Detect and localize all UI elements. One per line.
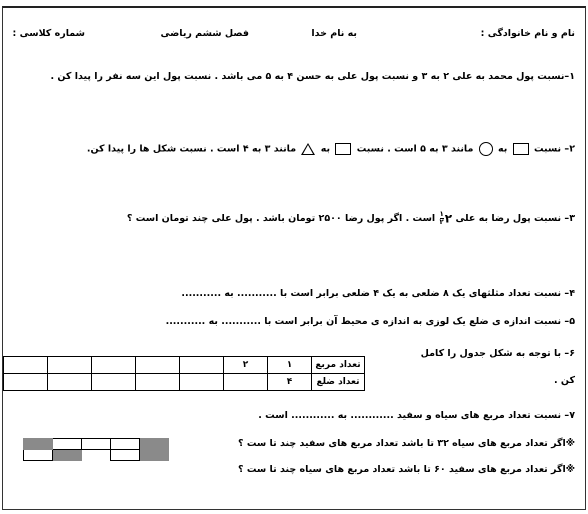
table-cell[interactable]: ۲ bbox=[224, 357, 268, 374]
pattern-square-white bbox=[24, 450, 53, 461]
question-7: ۷– نسبت تعداد مربع های سیاه و سفید ............ به ............ است . bbox=[258, 410, 575, 421]
table-cell[interactable] bbox=[4, 357, 48, 374]
question-3 bbox=[127, 211, 575, 226]
table-cell[interactable]: ۱ bbox=[268, 357, 312, 374]
q2-text-4: به bbox=[320, 143, 331, 155]
table-cell[interactable] bbox=[92, 374, 136, 391]
pattern-row-top bbox=[24, 439, 169, 450]
row-label-side-count: تعداد ضلع bbox=[312, 374, 365, 391]
pattern-square-black bbox=[24, 439, 53, 450]
title-in-name-of-god: به نام خدا bbox=[311, 28, 357, 39]
class-number-label: شماره کلاسی : bbox=[12, 28, 85, 39]
table-cell[interactable] bbox=[224, 374, 268, 391]
pattern-square-white bbox=[53, 439, 82, 450]
pattern-square-white bbox=[111, 450, 140, 461]
table-row bbox=[4, 374, 365, 391]
question-7a: ※اگر تعداد مربع های سیاه ۳۲ تا باشد تعداد مربع های سفید چند تا ست ؟ bbox=[238, 438, 575, 449]
table-cell[interactable] bbox=[180, 374, 224, 391]
q3-text-2: است . اگر پول رضا ۲۵۰۰ تومان باشد . پول علی چند تومان است ؟ bbox=[126, 213, 436, 224]
question-6-line-1: ۶– با توجه به شکل جدول را کامل bbox=[420, 348, 575, 359]
square-pattern bbox=[23, 438, 169, 461]
question-4: ۴– نسبت تعداد مثلثهای یک ۸ ضلعی به یک ۴ ضلعی برابر است با ........... به ........... bbox=[181, 288, 575, 299]
square-shape-icon bbox=[335, 143, 351, 155]
q3-text-1: ۳– نسبت پول رضا به علی bbox=[455, 213, 575, 224]
pattern-gap bbox=[82, 450, 111, 461]
q2-text-5: مانند ۳ به ۴ است . نسبت شکل ها را پیدا کن. bbox=[86, 143, 297, 155]
pattern-square-black bbox=[140, 439, 169, 450]
question-1: ۱–نسبت پول محمد به علی ۲ به ۳ و نسبت پول علی به حسن ۴ به ۵ می باشد . نسبت پول این سه نفر را پیدا کن . bbox=[50, 71, 575, 82]
table-cell[interactable] bbox=[92, 357, 136, 374]
row-label-square-count: تعداد مربع bbox=[312, 357, 365, 374]
q3-fraction-whole: ۲ bbox=[444, 211, 453, 226]
pattern-square-black bbox=[140, 450, 169, 461]
worksheet bbox=[2, 6, 586, 510]
table-row bbox=[4, 357, 365, 374]
table-cell[interactable] bbox=[136, 357, 180, 374]
table-cell[interactable] bbox=[48, 357, 92, 374]
pattern-square-white bbox=[82, 439, 111, 450]
pattern-row-bottom bbox=[24, 450, 169, 461]
table-cell[interactable] bbox=[180, 357, 224, 374]
question-2 bbox=[87, 142, 575, 156]
question-7b: ※اگر تعداد مربع های سفید ۶۰ تا باشد تعداد مربع های سیاه چند تا ست ؟ bbox=[238, 464, 575, 475]
table-cell[interactable] bbox=[136, 374, 180, 391]
question-5: ۵– نسبت اندازه ی ضلع یک لوزی به اندازه ی محیط آن برابر است با ........... به ........... bbox=[165, 316, 575, 327]
square-shape-icon bbox=[513, 143, 529, 155]
circle-shape-icon bbox=[479, 142, 493, 156]
pattern-square-black bbox=[53, 450, 82, 461]
q3-fraction-numerator: ۱ bbox=[439, 210, 444, 218]
table-cell[interactable] bbox=[48, 374, 92, 391]
q3-fraction bbox=[440, 211, 444, 226]
q2-text-2: به bbox=[497, 143, 508, 155]
answer-table bbox=[3, 356, 365, 391]
question-6-line-2: کن . bbox=[554, 375, 575, 386]
triangle-shape-icon bbox=[301, 143, 315, 155]
table-cell[interactable]: ۴ bbox=[268, 374, 312, 391]
pattern-square-white bbox=[111, 439, 140, 450]
table-cell[interactable] bbox=[4, 374, 48, 391]
name-label: نام و نام خانوادگی : bbox=[480, 28, 575, 39]
q2-text-3: مانند ۳ به ۵ است . نسبت bbox=[356, 143, 474, 155]
q2-text-1: ۲– نسبت bbox=[533, 143, 575, 155]
q3-fraction-denominator: ۲ bbox=[439, 218, 444, 226]
chapter-title: فصل ششم ریاضی bbox=[160, 28, 249, 39]
